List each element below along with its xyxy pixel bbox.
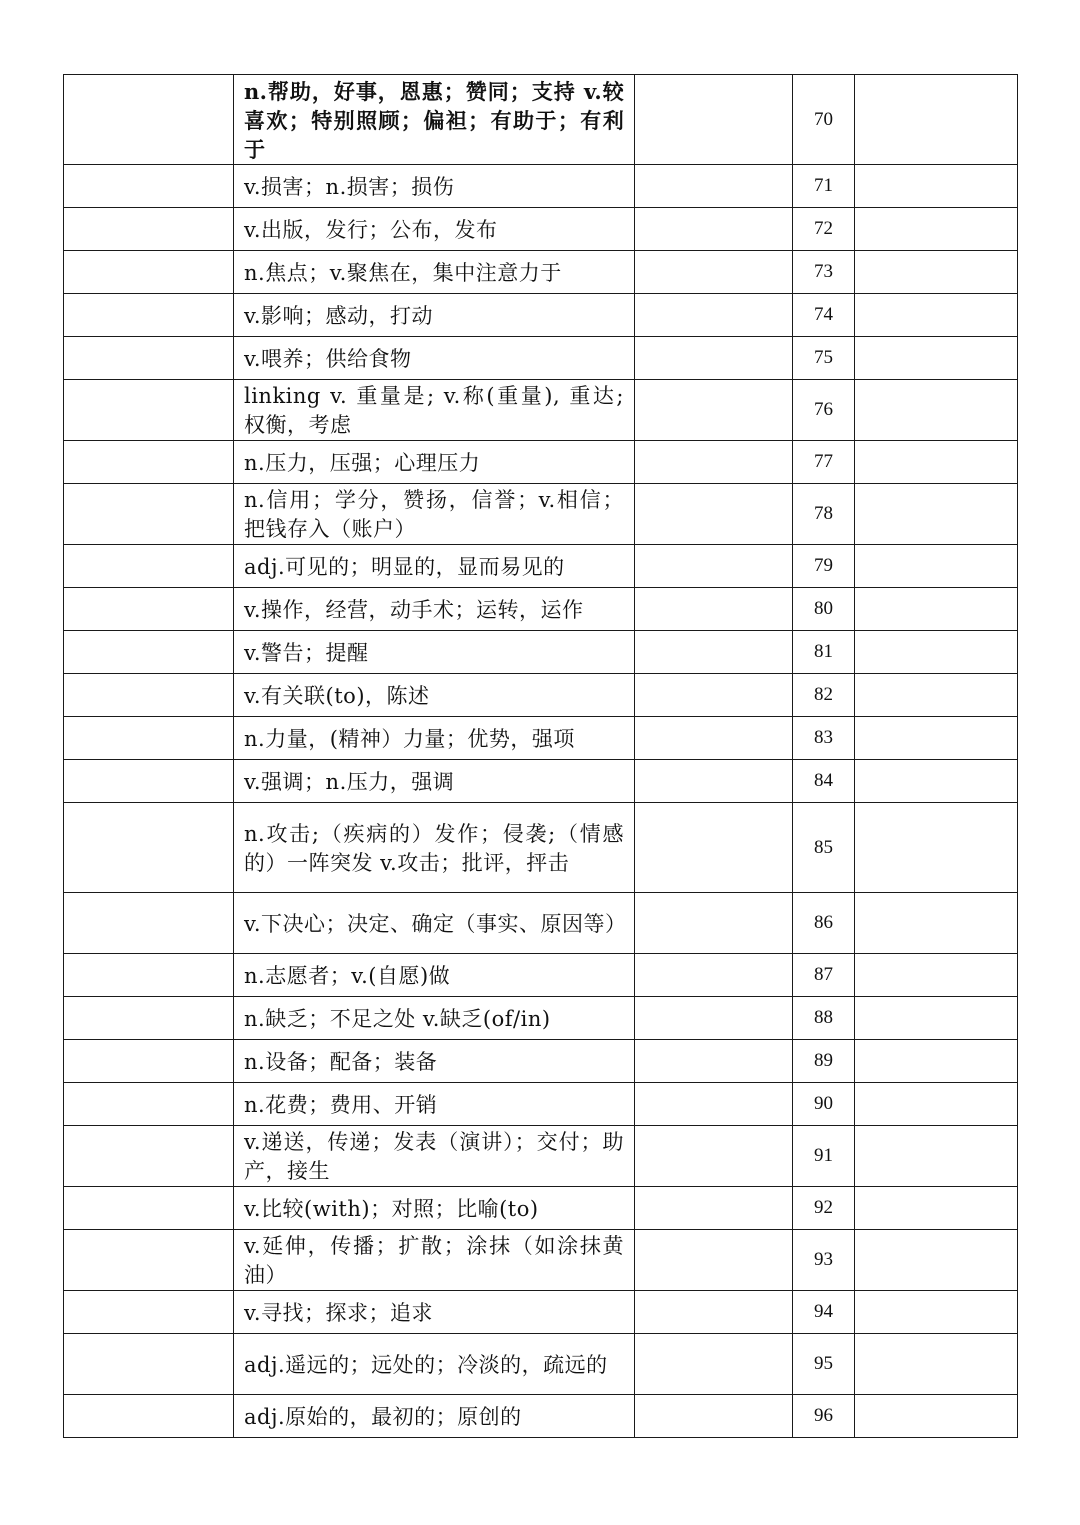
row-number-cell: 90 [793, 1083, 855, 1126]
answer-blank-cell[interactable] [635, 545, 793, 588]
word-blank-cell[interactable] [64, 1230, 234, 1291]
table-row [64, 1083, 1018, 1126]
answer-blank-cell[interactable] [635, 484, 793, 545]
meaning-cell: v.损害；n.损害；损伤 [234, 165, 635, 208]
word-blank-cell[interactable] [64, 717, 234, 760]
meaning-cell: n.压力，压强；心理压力 [234, 441, 635, 484]
meaning-cell: v.强调；n.压力，强调 [234, 760, 635, 803]
word-blank-cell[interactable] [64, 337, 234, 380]
table-row [64, 441, 1018, 484]
answer-blank-cell[interactable] [635, 588, 793, 631]
meaning-cell: n.设备；配备；装备 [234, 1040, 635, 1083]
row-number-cell: 79 [793, 545, 855, 588]
word-blank-cell-2[interactable] [855, 1334, 1018, 1395]
word-blank-cell-2[interactable] [855, 631, 1018, 674]
word-blank-cell-2[interactable] [855, 75, 1018, 165]
word-blank-cell-2[interactable] [855, 997, 1018, 1040]
row-number-cell: 88 [793, 997, 855, 1040]
table-row [64, 1126, 1018, 1187]
word-blank-cell-2[interactable] [855, 893, 1018, 954]
table-row [64, 1291, 1018, 1334]
word-blank-cell[interactable] [64, 1040, 234, 1083]
word-blank-cell[interactable] [64, 1187, 234, 1230]
word-blank-cell-2[interactable] [855, 1126, 1018, 1187]
row-number-cell: 82 [793, 674, 855, 717]
row-number-cell: 83 [793, 717, 855, 760]
row-number-cell: 78 [793, 484, 855, 545]
word-blank-cell[interactable] [64, 441, 234, 484]
word-blank-cell[interactable] [64, 893, 234, 954]
table-row [64, 380, 1018, 441]
meaning-cell: adj.可见的；明显的，显而易见的 [234, 545, 635, 588]
meaning-cell: v.有关联(to)，陈述 [234, 674, 635, 717]
vocab-table [63, 74, 1018, 1438]
meaning-cell: v.出版，发行；公布，发布 [234, 208, 635, 251]
word-blank-cell[interactable] [64, 674, 234, 717]
meaning-cell: n.花费；费用、开销 [234, 1083, 635, 1126]
row-number-cell: 89 [793, 1040, 855, 1083]
answer-blank-cell[interactable] [635, 441, 793, 484]
word-blank-cell[interactable] [64, 1291, 234, 1334]
row-number-cell: 71 [793, 165, 855, 208]
row-number-cell: 75 [793, 337, 855, 380]
meaning-cell: v.喂养；供给食物 [234, 337, 635, 380]
word-blank-cell-2[interactable] [855, 337, 1018, 380]
word-blank-cell[interactable] [64, 803, 234, 893]
word-blank-cell[interactable] [64, 251, 234, 294]
table-row [64, 588, 1018, 631]
row-number-cell: 70 [793, 75, 855, 165]
answer-blank-cell[interactable] [635, 717, 793, 760]
word-blank-cell-2[interactable] [855, 1395, 1018, 1438]
word-blank-cell-2[interactable] [855, 545, 1018, 588]
answer-blank-cell[interactable] [635, 760, 793, 803]
row-number-cell: 77 [793, 441, 855, 484]
word-blank-cell[interactable] [64, 545, 234, 588]
table-row [64, 75, 1018, 165]
table-row [64, 1187, 1018, 1230]
word-blank-cell[interactable] [64, 75, 234, 165]
meaning-cell: v.警告；提醒 [234, 631, 635, 674]
row-number-cell: 93 [793, 1230, 855, 1291]
answer-blank-cell[interactable] [635, 1083, 793, 1126]
answer-blank-cell[interactable] [635, 337, 793, 380]
meaning-cell: n.信用；学分，赞扬，信誉；v.相信；把钱存入（账户） [234, 484, 635, 545]
meaning-cell: n.力量，(精神）力量；优势，强项 [234, 717, 635, 760]
meaning-cell: v.操作，经营，动手术；运转，运作 [234, 588, 635, 631]
meaning-cell: v.比较(with)；对照；比喻(to) [234, 1187, 635, 1230]
table-row [64, 208, 1018, 251]
word-blank-cell[interactable] [64, 631, 234, 674]
answer-blank-cell[interactable] [635, 631, 793, 674]
word-blank-cell-2[interactable] [855, 760, 1018, 803]
table-row [64, 165, 1018, 208]
word-blank-cell-2[interactable] [855, 1230, 1018, 1291]
table-row [64, 803, 1018, 893]
word-blank-cell-2[interactable] [855, 1040, 1018, 1083]
answer-blank-cell[interactable] [635, 1291, 793, 1334]
table-row [64, 251, 1018, 294]
answer-blank-cell[interactable] [635, 1040, 793, 1083]
meaning-cell: v.寻找；探求；追求 [234, 1291, 635, 1334]
row-number-cell: 84 [793, 760, 855, 803]
word-blank-cell-2[interactable] [855, 1083, 1018, 1126]
row-number-cell: 73 [793, 251, 855, 294]
answer-blank-cell[interactable] [635, 997, 793, 1040]
meaning-cell: adj.原始的，最初的；原创的 [234, 1395, 635, 1438]
table-row [64, 954, 1018, 997]
row-number-cell: 95 [793, 1334, 855, 1395]
table-row [64, 997, 1018, 1040]
meaning-cell: v.延伸，传播；扩散；涂抹（如涂抹黄油） [234, 1230, 635, 1291]
word-blank-cell-2[interactable] [855, 954, 1018, 997]
word-blank-cell-2[interactable] [855, 165, 1018, 208]
meaning-cell: n.志愿者；v.(自愿)做 [234, 954, 635, 997]
answer-blank-cell[interactable] [635, 803, 793, 893]
row-number-cell: 80 [793, 588, 855, 631]
answer-blank-cell[interactable] [635, 1126, 793, 1187]
table-row [64, 294, 1018, 337]
answer-blank-cell[interactable] [635, 75, 793, 165]
word-blank-cell[interactable] [64, 954, 234, 997]
table-row [64, 760, 1018, 803]
word-blank-cell-2[interactable] [855, 803, 1018, 893]
table-row [64, 484, 1018, 545]
row-number-cell: 76 [793, 380, 855, 441]
word-blank-cell-2[interactable] [855, 294, 1018, 337]
word-blank-cell-2[interactable] [855, 588, 1018, 631]
meaning-cell: adj.遥远的；远处的；冷淡的，疏远的 [234, 1334, 635, 1395]
word-blank-cell-2[interactable] [855, 441, 1018, 484]
table-row [64, 717, 1018, 760]
word-blank-cell[interactable] [64, 1083, 234, 1126]
row-number-cell: 85 [793, 803, 855, 893]
answer-blank-cell[interactable] [635, 1395, 793, 1438]
word-blank-cell-2[interactable] [855, 674, 1018, 717]
row-number-cell: 72 [793, 208, 855, 251]
answer-blank-cell[interactable] [635, 1230, 793, 1291]
word-blank-cell[interactable] [64, 208, 234, 251]
table-row [64, 631, 1018, 674]
answer-blank-cell[interactable] [635, 1187, 793, 1230]
row-number-cell: 86 [793, 893, 855, 954]
word-blank-cell[interactable] [64, 165, 234, 208]
table-row [64, 674, 1018, 717]
meaning-cell: n.缺乏；不足之处 v.缺乏(of/in) [234, 997, 635, 1040]
table-body [64, 75, 1018, 1438]
word-blank-cell[interactable] [64, 1395, 234, 1438]
word-blank-cell[interactable] [64, 1126, 234, 1187]
word-blank-cell-2[interactable] [855, 1291, 1018, 1334]
meaning-cell: v.递送，传递；发表（演讲）；交付；助产，接生 [234, 1126, 635, 1187]
meaning-cell: n.攻击;（疾病的）发作；侵袭;（情感的）一阵突发 v.攻击；批评，抨击 [234, 803, 635, 893]
row-number-cell: 96 [793, 1395, 855, 1438]
answer-blank-cell[interactable] [635, 251, 793, 294]
row-number-cell: 94 [793, 1291, 855, 1334]
word-blank-cell[interactable] [64, 997, 234, 1040]
word-blank-cell[interactable] [64, 1334, 234, 1395]
table-row [64, 337, 1018, 380]
answer-blank-cell[interactable] [635, 208, 793, 251]
meaning-cell: v.下决心；决定、确定（事实、原因等） [234, 893, 635, 954]
table-row [64, 545, 1018, 588]
answer-blank-cell[interactable] [635, 294, 793, 337]
table-row [64, 1040, 1018, 1083]
answer-blank-cell[interactable] [635, 893, 793, 954]
word-blank-cell-2[interactable] [855, 380, 1018, 441]
meaning-cell: n.焦点；v.聚焦在，集中注意力于 [234, 251, 635, 294]
word-blank-cell[interactable] [64, 588, 234, 631]
word-blank-cell-2[interactable] [855, 1187, 1018, 1230]
answer-blank-cell[interactable] [635, 1334, 793, 1395]
table-row [64, 1334, 1018, 1395]
row-number-cell: 92 [793, 1187, 855, 1230]
row-number-cell: 81 [793, 631, 855, 674]
table-row [64, 893, 1018, 954]
answer-blank-cell[interactable] [635, 954, 793, 997]
meaning-cell: v.影响；感动，打动 [234, 294, 635, 337]
row-number-cell: 91 [793, 1126, 855, 1187]
word-blank-cell-2[interactable] [855, 251, 1018, 294]
word-blank-cell[interactable] [64, 380, 234, 441]
word-blank-cell-2[interactable] [855, 484, 1018, 545]
word-blank-cell[interactable] [64, 760, 234, 803]
table-row [64, 1395, 1018, 1438]
word-blank-cell[interactable] [64, 484, 234, 545]
meaning-cell: linking v. 重量是; v.称(重量), 重达; 权衡，考虑 [234, 380, 635, 441]
row-number-cell: 74 [793, 294, 855, 337]
meaning-cell: n.帮助，好事，恩惠；赞同；支持 v.较喜欢；特别照顾；偏袒；有助于；有利于 [234, 75, 635, 165]
answer-blank-cell[interactable] [635, 674, 793, 717]
word-blank-cell-2[interactable] [855, 208, 1018, 251]
row-number-cell: 87 [793, 954, 855, 997]
table-row [64, 1230, 1018, 1291]
answer-blank-cell[interactable] [635, 165, 793, 208]
answer-blank-cell[interactable] [635, 380, 793, 441]
word-blank-cell[interactable] [64, 294, 234, 337]
word-blank-cell-2[interactable] [855, 717, 1018, 760]
